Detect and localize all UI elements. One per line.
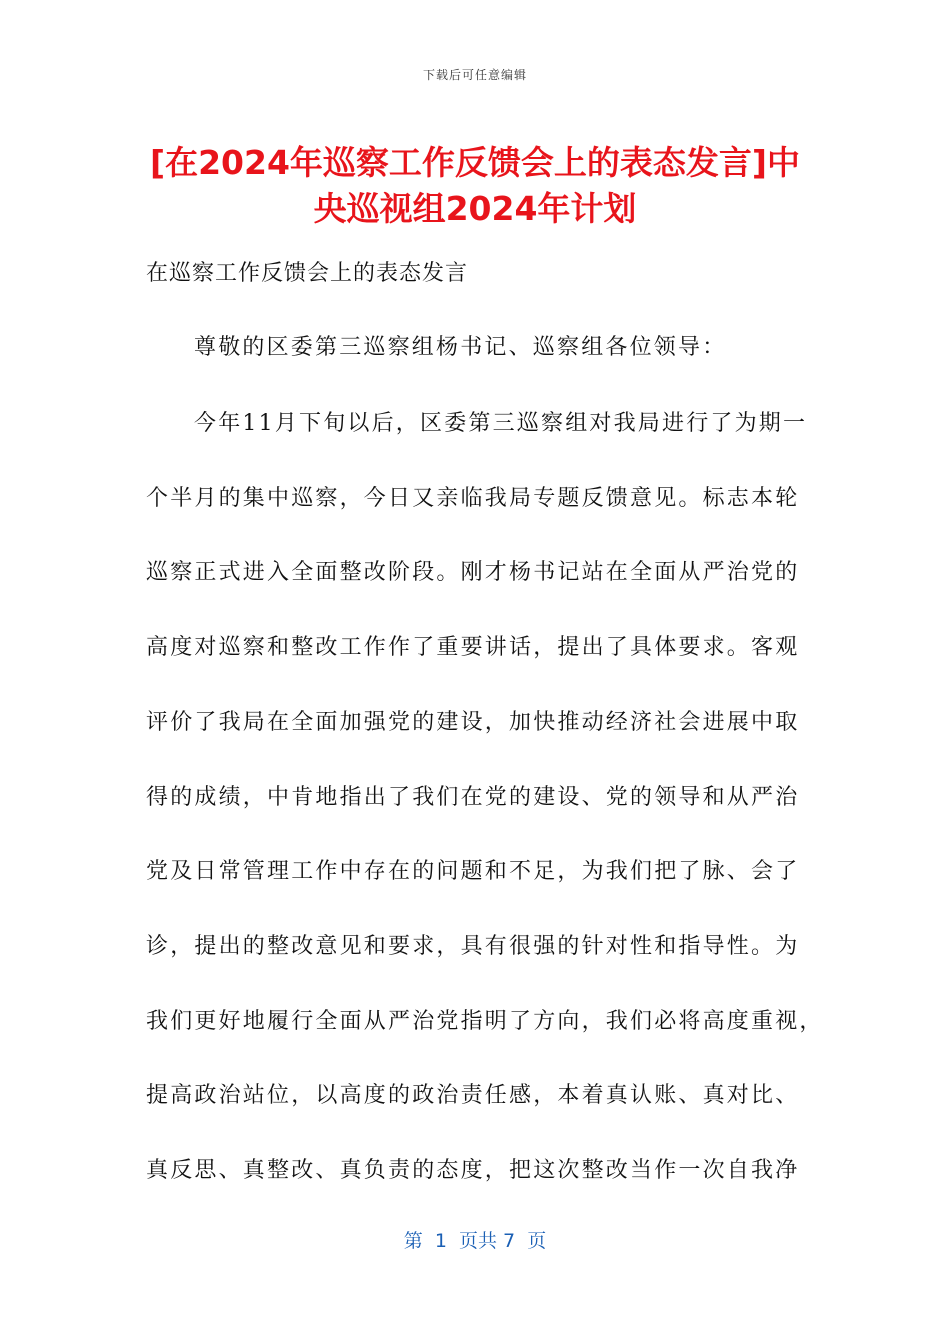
body-line: 提高政治站位，以高度的政治责任感，本着真认账、真对比、: [146, 1083, 800, 1108]
document-subtitle: 在巡察工作反馈会上的表态发言: [146, 261, 469, 286]
body-line: 评价了我局在全面加强党的建设，加快推动经济社会进展中取: [146, 710, 800, 735]
body-line: 党及日常管理工作中存在的问题和不足，为我们把了脉、会了: [146, 859, 800, 884]
body-line: 我们更好地履行全面从严治党指明了方向，我们必将高度重视，: [146, 1009, 824, 1034]
title-line-1: [在2024年巡察工作反馈会上的表态发言]中: [149, 143, 800, 182]
salutation-line: 尊敬的区委第三巡察组杨书记、巡察组各位领导：: [194, 335, 727, 360]
body-line: 个半月的集中巡察，今日又亲临我局专题反馈意见。标志本轮: [146, 486, 800, 511]
body-line: 真反思、真整改、真负责的态度，把这次整改当作一次自我净: [146, 1158, 800, 1183]
title-line-2: 央巡视组2024年计划: [313, 189, 637, 228]
body-line: 今年11月下旬以后，区委第三巡察组对我局进行了为期一: [194, 411, 808, 436]
body-line: 诊，提出的整改意见和要求，具有很强的针对性和指导性。为: [146, 934, 800, 959]
body-line: 巡察正式进入全面整改阶段。刚才杨书记站在全面从严治党的: [146, 560, 800, 585]
header-note: 下载后可任意编辑: [422, 68, 527, 82]
page-number-footer: 第 1 页共 7 页: [403, 1230, 547, 1252]
document-title: [120, 140, 830, 232]
body-line: 高度对巡察和整改工作作了重要讲话，提出了具体要求。客观: [146, 635, 800, 660]
body-line: 得的成绩，中肯地指出了我们在党的建设、党的领导和从严治: [146, 785, 800, 810]
